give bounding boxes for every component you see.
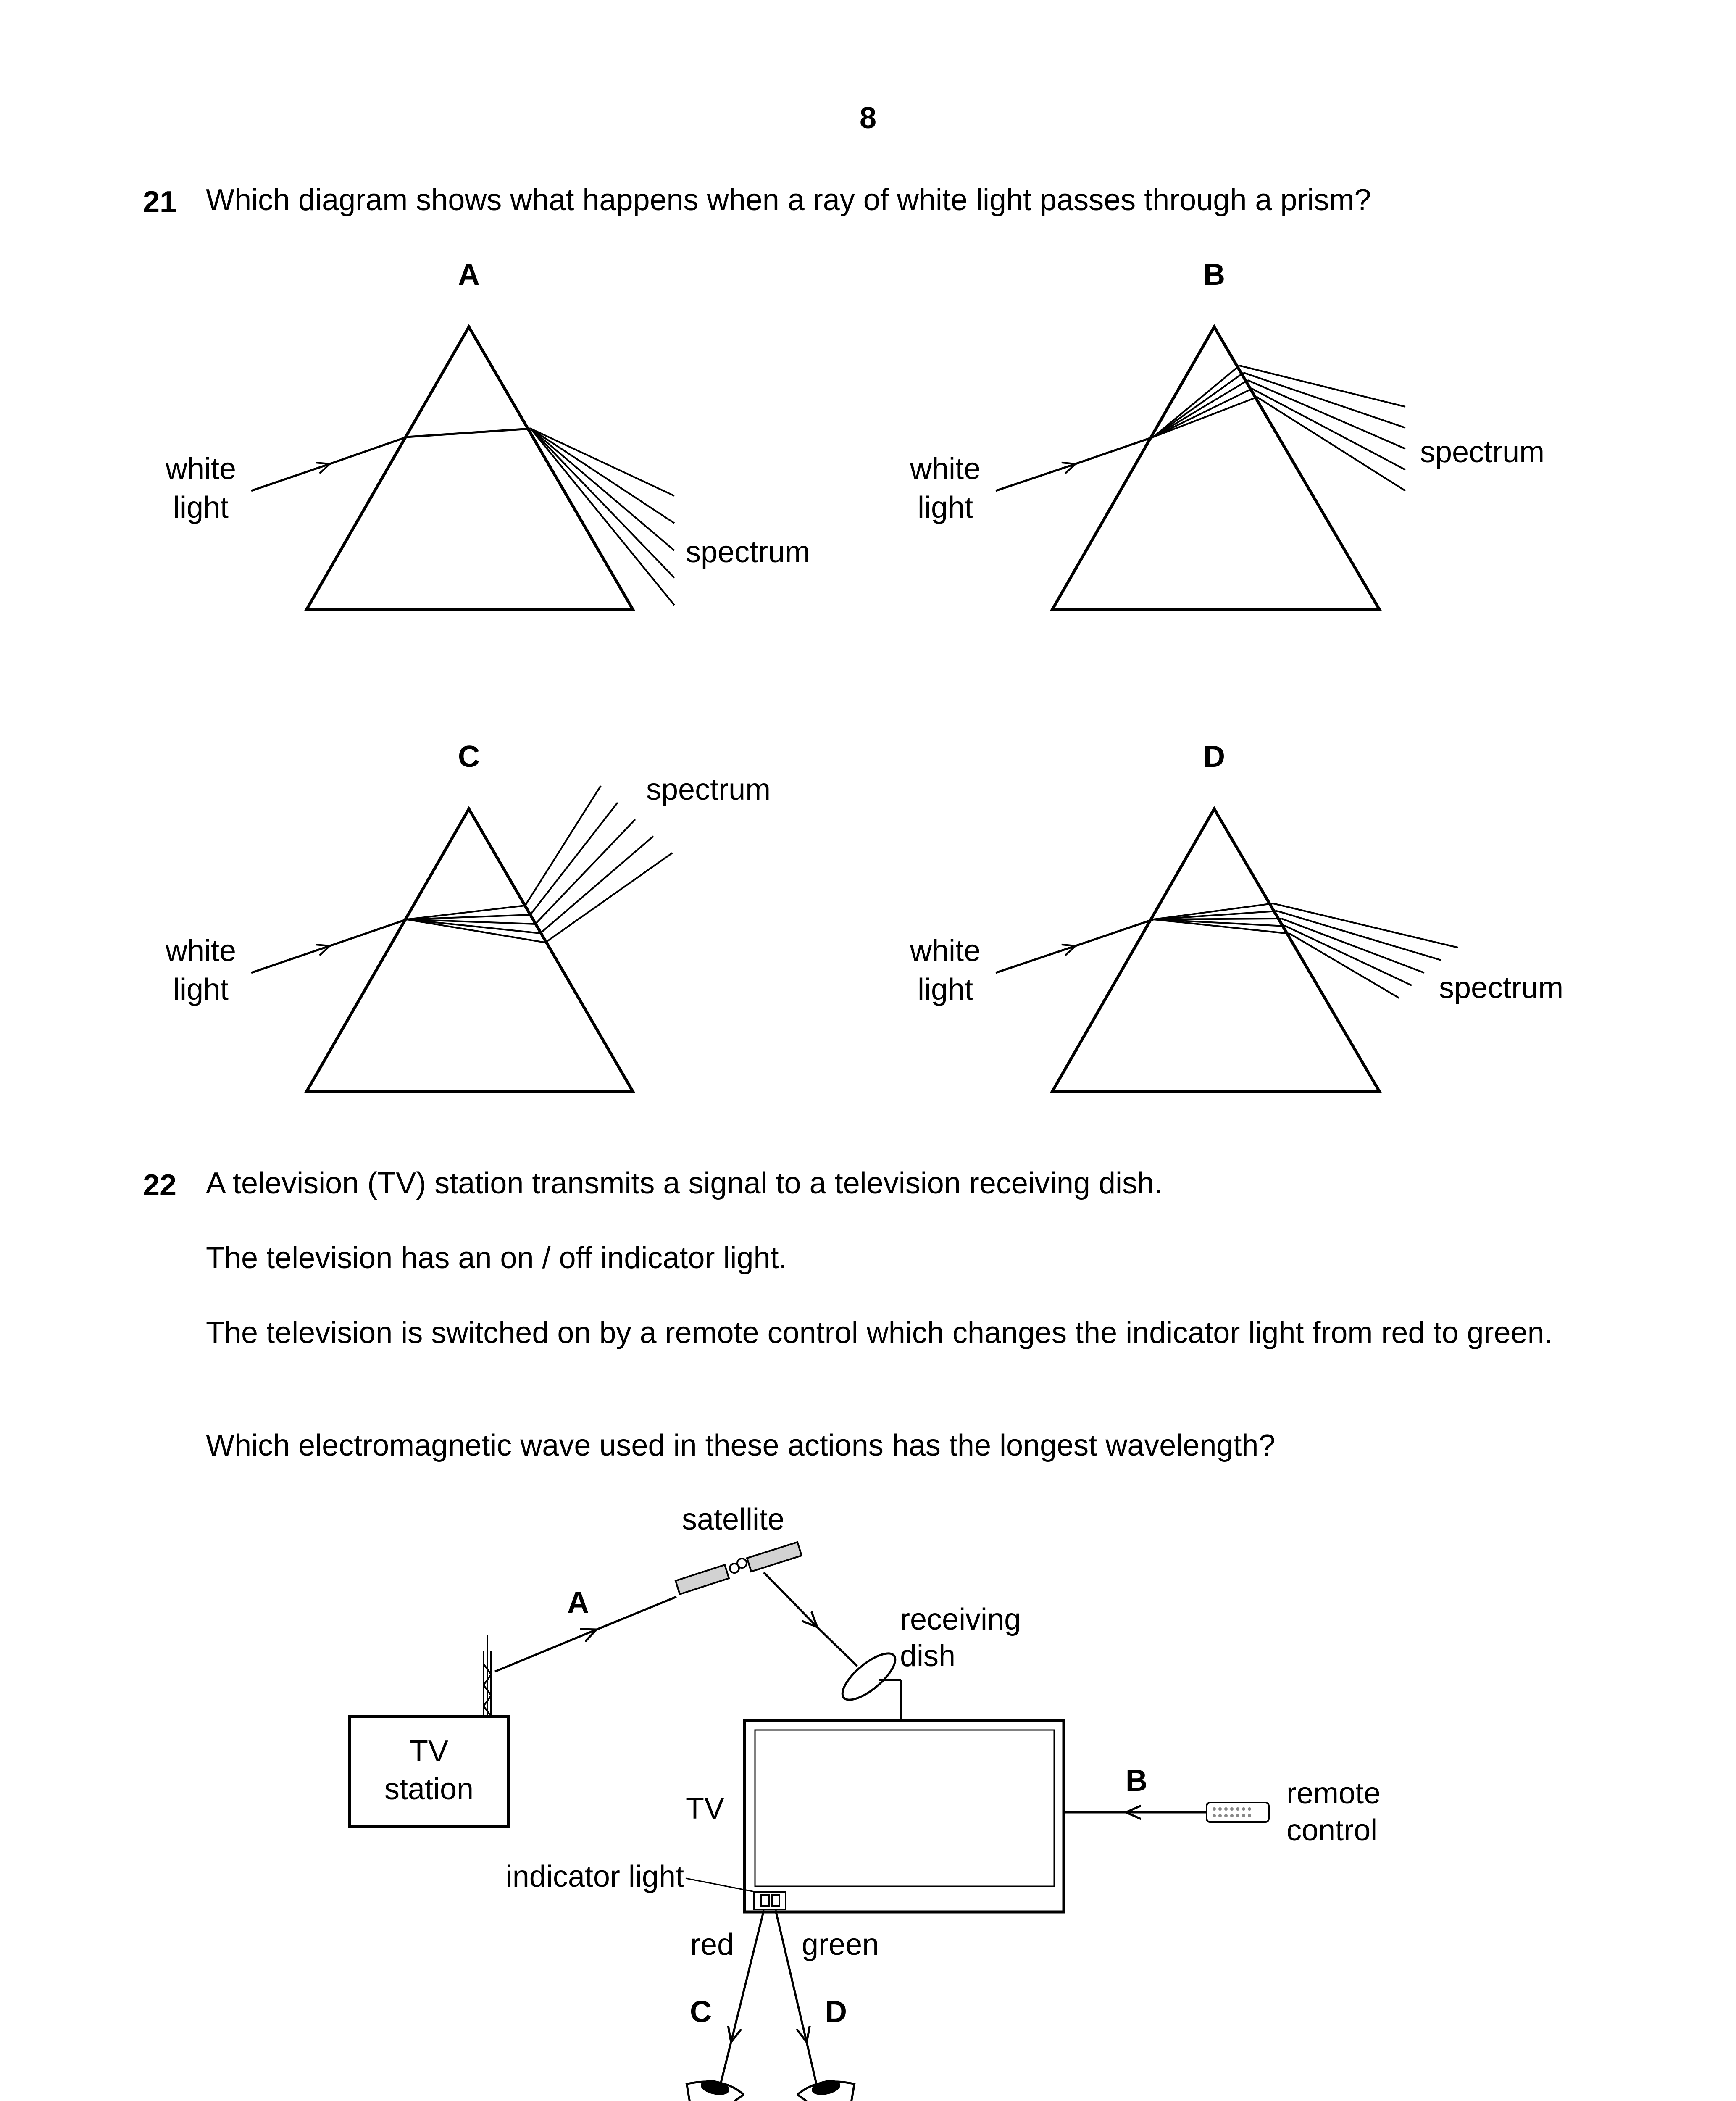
option-c-letter: C (458, 740, 480, 774)
white-label-d: white (910, 934, 981, 968)
receiving-dish-icon (836, 1646, 902, 1720)
tv-station-box (350, 1717, 508, 1827)
spectrum-label-a: spectrum (686, 535, 810, 569)
question-22-para-1: A television (TV) station transmits a signal to a television receiving dish. (206, 1166, 1163, 1200)
wave-a-line (495, 1630, 597, 1672)
indicator-label: indicator light (505, 1860, 684, 1893)
remote-label-1: remote (1286, 1777, 1381, 1810)
ray-a-inside (407, 429, 531, 437)
antenna-mast (484, 1635, 491, 1717)
prism-option-d (910, 740, 1563, 1091)
question-21-number: 21 (143, 185, 177, 219)
indicator-light-icon (754, 1892, 786, 1909)
option-d-letter: D (1203, 740, 1225, 774)
ray-b-in (996, 464, 1076, 491)
light-label-c: light (173, 973, 229, 1006)
question-22-para-3: The television is switched on by a remote control which changes the indicator light from red to green. (206, 1316, 1553, 1350)
ray-a-in (251, 464, 330, 491)
remote-control-icon (1207, 1803, 1269, 1822)
prism-option-b (910, 258, 1544, 609)
spectrum-rays-a (531, 429, 674, 605)
spectrum-label-d: spectrum (1439, 971, 1564, 1005)
white-label-c: white (165, 934, 237, 968)
prism-c (307, 809, 633, 1091)
wave-label-c: C (690, 1995, 712, 2029)
spectrum-rays-d (1273, 903, 1458, 998)
light-label-d: light (917, 973, 973, 1006)
satellite-to-dish (764, 1572, 817, 1627)
wave-c-line (731, 1910, 764, 2042)
green-label: green (802, 1928, 879, 1961)
tv-station-label-2: station (384, 1772, 474, 1806)
page-number: 8 (859, 101, 877, 135)
question-22-number: 22 (143, 1169, 177, 1202)
satellite-label: satellite (681, 1503, 785, 1536)
prism-option-a (165, 258, 810, 609)
question-21-text: Which diagram shows what happens when a ray of white light passes through a prism? (206, 183, 1371, 217)
red-label: red (690, 1928, 734, 1961)
light-label-b: light (917, 491, 973, 524)
receiving-label-1: receiving (900, 1603, 1021, 1636)
tv-label: TV (686, 1792, 725, 1825)
ray-d-in (996, 946, 1076, 973)
ray-c-in (251, 946, 330, 973)
spectrum-label-b: spectrum (1420, 435, 1545, 469)
tv-outer (744, 1720, 1064, 1912)
eye-icon-right (797, 2079, 855, 2101)
prism-diagrams (0, 235, 1736, 1130)
receiving-label-2: dish (900, 1639, 956, 1673)
prism-b (1052, 327, 1379, 609)
wave-label-a: A (567, 1586, 589, 1619)
prism-a (307, 327, 633, 609)
spectrum-label-c: spectrum (646, 773, 771, 806)
prism-d (1052, 809, 1379, 1091)
option-b-letter: B (1203, 258, 1225, 292)
light-label-a: light (173, 491, 229, 524)
white-label-a: white (165, 452, 237, 486)
spectrum-rays-c (525, 786, 672, 943)
spectrum-rays-d-inside (1153, 903, 1290, 934)
spectrum-rays-c-inside (407, 906, 545, 943)
spectrum-rays-b (1239, 366, 1405, 491)
wave-label-d: D (825, 1995, 847, 2029)
question-22-para-2: The television has an on / off indicator light. (206, 1241, 787, 1275)
satellite-icon (676, 1542, 802, 1594)
tv-screen (755, 1730, 1054, 1886)
question-22-para-4: Which electromagnetic wave used in these actions has the longest wavelength? (206, 1429, 1276, 1462)
eye-icon-left (686, 2079, 744, 2101)
prism-option-c (165, 740, 771, 1091)
wave-label-b: B (1126, 1764, 1147, 1798)
option-a-letter: A (458, 258, 480, 292)
remote-label-2: control (1286, 1814, 1378, 1847)
tv-diagram (0, 1496, 1736, 2101)
tv-station-label-1: TV (409, 1735, 449, 1768)
white-label-b: white (910, 452, 981, 486)
